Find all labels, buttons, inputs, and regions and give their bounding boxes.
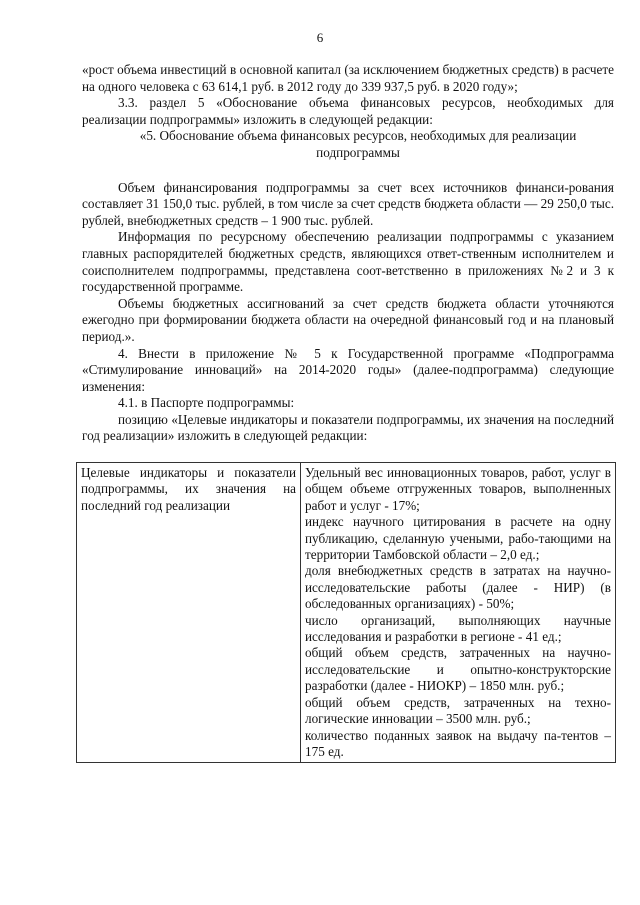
indicator-item: количество поданных заявок на выдачу па-тентов – 175 ед. <box>305 727 611 759</box>
paragraph-budget-allocations: Объемы бюджетных ассигнований за счет средств бюджета области уточняются ежегодно при формировании бюджета области на очередной финансовый год и на плановый период.». <box>82 295 614 344</box>
indicator-values-cell <box>301 463 616 763</box>
indicator-item: индекс научного цитирования в расчете на одну публикацию, сделанную учеными, рабо-тающими на территории Тамбовской области – 2,0 ед.; <box>305 514 611 563</box>
indicator-label-cell: Целевые индикаторы и показатели подпрограммы, их значения на последний год реализации <box>77 463 301 763</box>
indicator-item: Удельный вес инновационных товаров, работ, услуг в общем объеме отгруженных товаров, выполненных работ и услуг - 17%; <box>305 465 611 513</box>
table-row <box>77 463 616 763</box>
paragraph-investment-growth: «рост объема инвестиций в основной капитал (за исключением бюджетных средств) в расчете на одного человека с 63 614,1 руб. в 2012 году до 339 937,5 руб. в 2020 году»; <box>82 62 614 94</box>
paragraph-item-4: 4. Внести в приложение № 5 к Государственной программе «Подпрограмма «Стимулирование инноваций» на 2014-2020 годы» (далее-подпрограмма) следующие изменения: <box>82 345 614 394</box>
paragraph-funding-volume: Объем финансирования подпрограммы за счет всех источников финанси-рования составляет 31 150,0 тыс. рублей, в том числе за счет средств бюджета области — 29 250,0 тыс. рублей, внебюджетных средств – 1 900 тыс. рублей. <box>82 179 614 228</box>
page-number: 6 <box>316 30 324 45</box>
paragraph-position: позицию «Целевые индикаторы и показатели подпрограммы, их значения на последний год реализации» изложить в следующей редакции: <box>82 411 614 444</box>
indicator-item: доля внебюджетных средств в затратах на научно-исследовательские работы (далее - НИР) (в обследованных организациях) - 50%; <box>305 563 611 612</box>
document-body <box>82 62 614 445</box>
passport-table <box>76 462 616 763</box>
paragraph-section-3-3: 3.3. раздел 5 «Обоснование объема финансовых ресурсов, необходимых для реализации подпрограммы» изложить в следующей редакции: <box>82 95 614 127</box>
paragraph-resource-info: Информация по ресурсному обеспечению реализации подпрограммы с указанием главных распорядителей бюджетных средств, являющихся ответ-ственным исполнителем и соисполнителем подпрограммы, представлена соот-ветственно в приложениях №2 и 3 к государственной программе. <box>82 229 614 295</box>
section-5-heading: «5. Обоснование объема финансовых ресурсов, необходимых для реализации подпрограммы <box>139 128 577 160</box>
indicator-item: общий объем средств, затраченных на техно-логические инновации – 3500 млн. руб.; <box>305 694 611 727</box>
paragraph-item-4-1: 4.1. в Паспорте подпрограммы: <box>118 395 295 411</box>
indicator-item: число организаций, выполняющих научные исследования и разработки в регионе - 41 ед.; <box>305 612 611 645</box>
indicator-item: общий объем средств, затраченных на научно-исследовательские и опытно-конструкторские разработки (далее - НИОКР) – 1850 млн. руб.; <box>305 645 611 694</box>
